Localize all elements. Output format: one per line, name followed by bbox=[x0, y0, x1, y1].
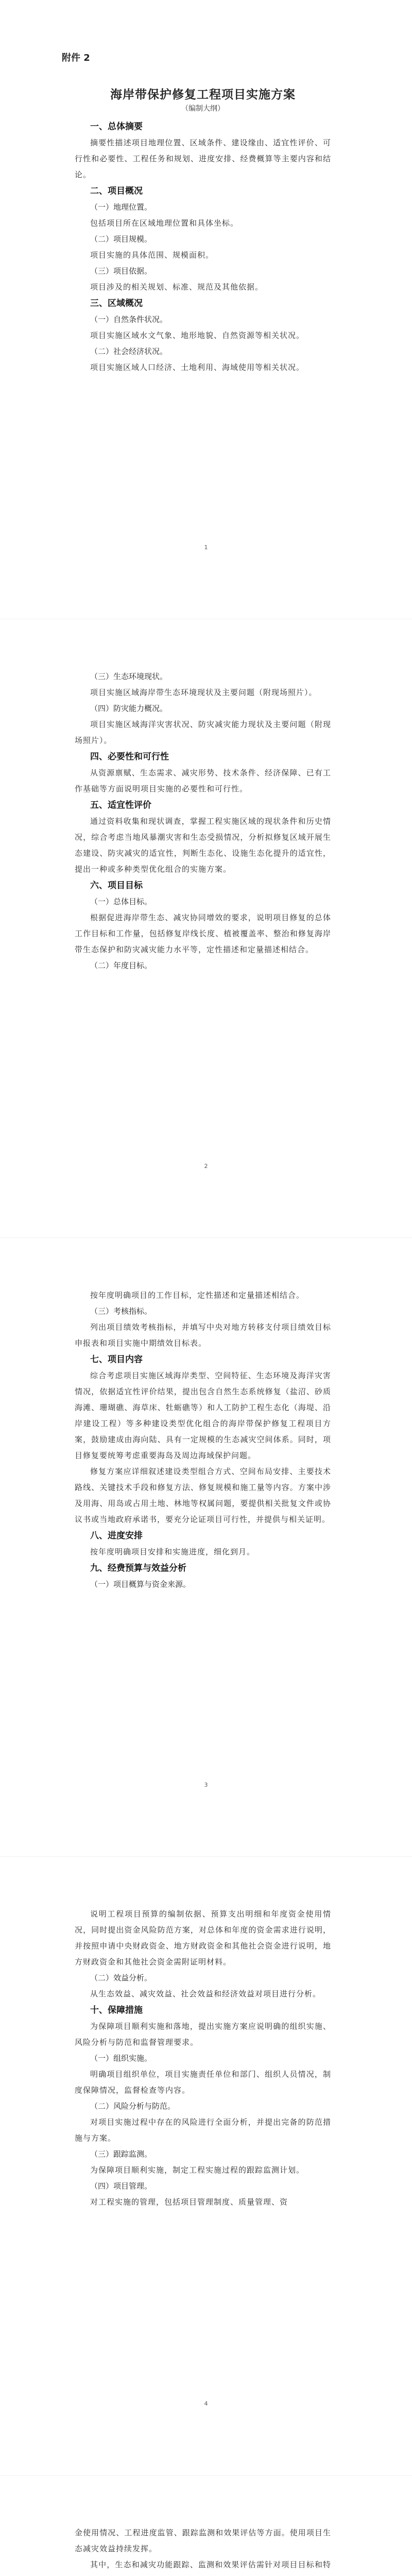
section-heading: 一、总体摘要 bbox=[90, 122, 143, 132]
paragraph: 按年度明确项目的工作目标，定性描述和定量描述相结合。 bbox=[90, 1291, 305, 1300]
subsection-heading: （一）自然条件状况。 bbox=[90, 315, 168, 324]
paragraph: 包括项目所在区域地理位置和具体坐标。 bbox=[90, 218, 239, 228]
section-heading: 十、保障措施 bbox=[90, 2005, 143, 2015]
subsection-heading: （三）跟踪监测。 bbox=[90, 2149, 152, 2159]
page-number: 4 bbox=[204, 2400, 208, 2407]
document-subtitle: （编制大纲） bbox=[181, 105, 225, 113]
subsection-heading: （三）项目依据。 bbox=[90, 266, 152, 276]
section-heading: 四、必要性和可行性 bbox=[90, 752, 169, 762]
page-number: 2 bbox=[204, 1163, 208, 1170]
paragraph: 项目实施的具体范围、规模面积。 bbox=[90, 250, 214, 260]
paragraph: 说明工程项目预算的编制依据、预算支出明细和年度资金使用情况，同时提出资金风险防范方案，对总体和年度的资金需求进行说明，并按照申请中央财政资金、地方财政资金和其他社会资金进行说明，地方财政资金和其他社会资金需附证明材料。 bbox=[75, 1909, 331, 1967]
page-body bbox=[75, 669, 331, 974]
subsection-heading: （二）社会经济状况。 bbox=[90, 347, 168, 356]
section-heading: 三、区域概况 bbox=[90, 298, 143, 309]
page-1 bbox=[0, 0, 412, 619]
paragraph: 通过资料收集和现状调查，掌握工程实施区域的现状条件和历史情况，综合考虑当地风暴潮灾害和生态受损情况，分析拟修复区域开展生态建设、防灾减灾的适宜性，判断生态化、设施生态化提升的适宜性，提出一种或多种类型优化组合的实施方案。 bbox=[75, 817, 331, 874]
page-2 bbox=[0, 619, 412, 1238]
subsection-heading: （三）生态环境现状。 bbox=[90, 672, 168, 681]
paragraph: 对工程实施的管理，包括项目管理制度、质量管理、资 bbox=[90, 2197, 288, 2207]
subsection-heading: （四）项目管理。 bbox=[90, 2181, 152, 2191]
page-body bbox=[75, 118, 331, 376]
paragraph: 项目实施区域海岸带生态环境现状及主要问题（附现场照片）。 bbox=[90, 688, 317, 697]
paragraph: 其中，生态和减灾功能跟踪、监测和效果评估需针对项目目标和特 bbox=[90, 2560, 331, 2569]
paragraph: 明确项目组织单位，项目实施责任单位和部门、组织人员情况，制度保障情况，监督检查等内容。 bbox=[75, 2070, 331, 2095]
subsection-heading: （二）项目规模。 bbox=[90, 234, 152, 244]
page-number: 3 bbox=[204, 1782, 208, 1788]
page-number: 1 bbox=[204, 544, 208, 551]
document-title: 海岸带保护修复工程项目实施方案 bbox=[110, 88, 296, 101]
paragraph: 为保障项目顺利实施和落地，提出实施方案应说明确的组织实施、风险分析与防范和监督管理要求。 bbox=[75, 2022, 331, 2047]
section-heading: 八、进度安排 bbox=[90, 1531, 143, 1541]
paragraph: 金使用情况、工程进度监管、跟踪监测和效果评估等方面。使用项目生态减灾效益持续发挥。 bbox=[75, 2528, 331, 2553]
page-4 bbox=[0, 1856, 412, 2475]
section-heading: 六、项目目标 bbox=[90, 880, 143, 891]
subsection-heading: （二）效益分析。 bbox=[90, 1973, 152, 1982]
paragraph: 项目实施区域水文气象、地形地貌、自然资源等相关状况。 bbox=[90, 331, 305, 340]
paragraph: 列出项目绩效考核指标，并填写中央对地方转移支付项目绩效目标申报表和项目实施中期绩效目标表。 bbox=[75, 1323, 331, 1348]
page-3 bbox=[0, 1238, 412, 1856]
paragraph: 对项目实施过程中存在的风险进行全面分析，并提出完备的防范措施与方案。 bbox=[75, 2117, 331, 2143]
paragraph: 为保障项目顺利实施，制定工程实施过程的跟踪监测计划。 bbox=[90, 2165, 305, 2175]
section-heading: 二、项目概况 bbox=[90, 186, 143, 196]
section-heading: 七、项目内容 bbox=[90, 1354, 143, 1365]
paragraph: 从资源禀赋、生态需求、减灾形势、技术条件、经济保障、已有工作基础等方面说明项目实施的必要性和可行性。 bbox=[75, 768, 331, 793]
paragraph: 按年度明确项目安排和实施进度，细化到月。 bbox=[90, 1547, 255, 1556]
page-5 bbox=[0, 2475, 412, 2576]
page-body bbox=[75, 1906, 331, 2210]
paragraph: 项目实施区域海洋灾害状况、防灾减灾能力现状及主要问题（附现场照片）。 bbox=[75, 720, 331, 745]
paragraph: 综合考虑项目实施区域海岸类型、空间特征、生态环境及海洋灾害情况，依据适宜性评价结果，提出包含自然生态系统修复（盐沼、砂质海滩、珊瑚礁、海草床、牡蛎礁等）和人工防护工程生态化（海堤、沿岸建设工程）等多种建设类型优化组合的海岸带保护修复工程项目方案，鼓励建成由海向陆、具有一定规模的生态减灾空间体系。同时，项目修复要统筹考虑重要海岛及周边海域保护问题。 bbox=[75, 1371, 331, 1460]
subsection-heading: （一）地理位置。 bbox=[90, 202, 152, 212]
paragraph: 项目涉及的相关规划、标准、规范及其他依据。 bbox=[90, 282, 264, 292]
section-heading: 九、经费预算与效益分析 bbox=[90, 1563, 186, 1573]
subsection-heading: （三）考核指标。 bbox=[90, 1307, 152, 1316]
paragraph: 项目实施区域人口经济、土地利用、海域使用等相关状况。 bbox=[90, 363, 305, 372]
paragraph: 根据促进海岸带生态、减灾协同增效的要求，说明项目修复的总体工作目标和工作量，包括修复岸线长度、植被覆盖率、整治和修复海岸带生态保护和防灾减灾能力水平等，定性描述和定量描述相结合。 bbox=[75, 913, 331, 954]
paragraph: 修复方案应详细叙述建设类型组合方式、空间布局安排、主要技术路线、关键技术手段和修复方法、修复规模和施工量等内容。方案中涉及用海、用岛或占用土地、林地等权属问题，要提供相关批复文件或协议书或当地政府承诺书，要充分论证项目可行性，并提供与相关证明。 bbox=[75, 1467, 331, 1524]
page-body bbox=[75, 2525, 331, 2576]
section-heading: 五、适宜性评价 bbox=[90, 800, 151, 810]
subsection-heading: （四）防灾能力概况。 bbox=[90, 704, 168, 713]
subsection-heading: （二）风险分析与防范。 bbox=[90, 2102, 176, 2111]
page-body bbox=[75, 1287, 331, 1592]
subsection-heading: （一）组织实施。 bbox=[90, 2054, 152, 2063]
attachment-label: 附件 2 bbox=[62, 53, 90, 63]
subsection-heading: （一）项目概算与资金来源。 bbox=[90, 1580, 191, 1589]
subsection-heading: （一）总体目标。 bbox=[90, 897, 152, 906]
subsection-heading: （二）年度目标。 bbox=[90, 961, 152, 970]
paragraph: 摘要性描述项目地理位置、区域条件、建设缘由、适宜性评价、可行性和必要性、工程任务和规划、进度安排、经费概算等主要内容和结论。 bbox=[75, 138, 331, 179]
paragraph: 从生态效益、减灾效益、社会效益和经济效益对项目进行分析。 bbox=[90, 1989, 321, 1998]
